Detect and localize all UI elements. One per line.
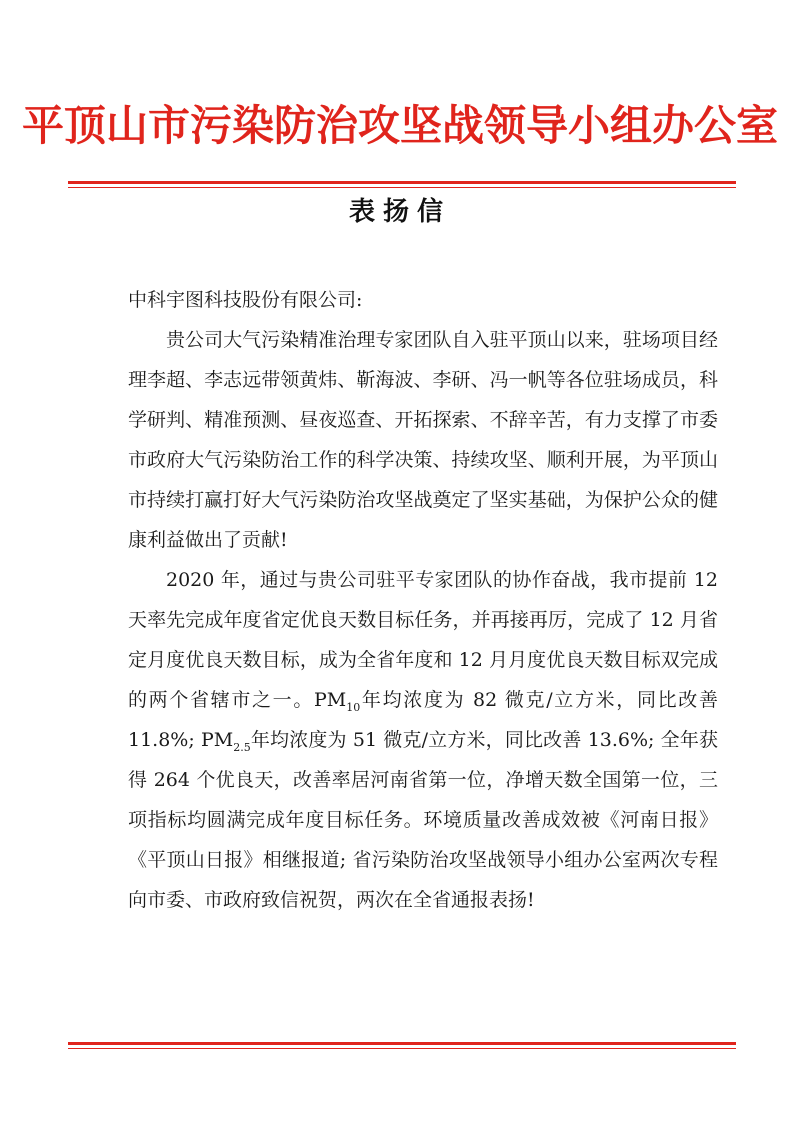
org-title: 平顶山市污染防治攻坚战领导小组办公室 <box>21 101 778 150</box>
document-title: 表扬信 <box>348 197 451 227</box>
footer-rule-thick <box>68 1042 736 1045</box>
header-rule-thin <box>68 187 736 188</box>
header-rule-thick <box>68 181 736 184</box>
paragraph-2-part-1: 2020 年，通过与贵公司驻平专家团队的协作奋战，我市提前 12 天率先完成年度省定优良天数目标任务，并再接再厉，完成了 12 月省定月度优良天数目标，成为全省年度和 12 月月度优良天数目标双完成的两个省辖市之一。PM <box>128 569 718 711</box>
paragraph-2-part-2: 年均浓度为 82 微克/立方米，同比改善 11.8%; PM <box>128 689 718 751</box>
footer-rule-thin <box>68 1048 736 1049</box>
paragraph-2 <box>128 560 718 920</box>
letter-body <box>128 280 718 920</box>
pm10-subscript: 10 <box>346 700 361 714</box>
paragraph-2-part-3: 年均浓度为 51 微克/立方米，同比改善 13.6%; 全年获得 264 个优良天，改善率居河南省第一位，净增天数全国第一位，三项指标均圆满完成年度目标任务。环境质量改善成效被《河南日报》《平顶山日报》相继报道; 省污染防治攻坚战领导小组办公室两次专程向市委、市政府致信祝贺，两次在全省通报表扬! <box>128 729 718 911</box>
salutation: 中科宇图科技股份有限公司: <box>128 289 363 311</box>
pm25-subscript: 2.5 <box>233 740 251 754</box>
paragraph-1: 贵公司大气污染精准治理专家团队自入驻平顶山以来，驻场项目经理李超、李志远带领黄炜、靳海波、李研、冯一帆等各位驻场成员，科学研判、精准预测、昼夜巡查、开拓探索、不辞辛苦，有力支撑了市委市政府大气污染防治工作的科学决策、持续攻坚、顺利开展，为平顶山市持续打赢打好大气污染防治攻坚战奠定了坚实基础，为保护公众的健康利益做出了贡献! <box>128 329 718 551</box>
